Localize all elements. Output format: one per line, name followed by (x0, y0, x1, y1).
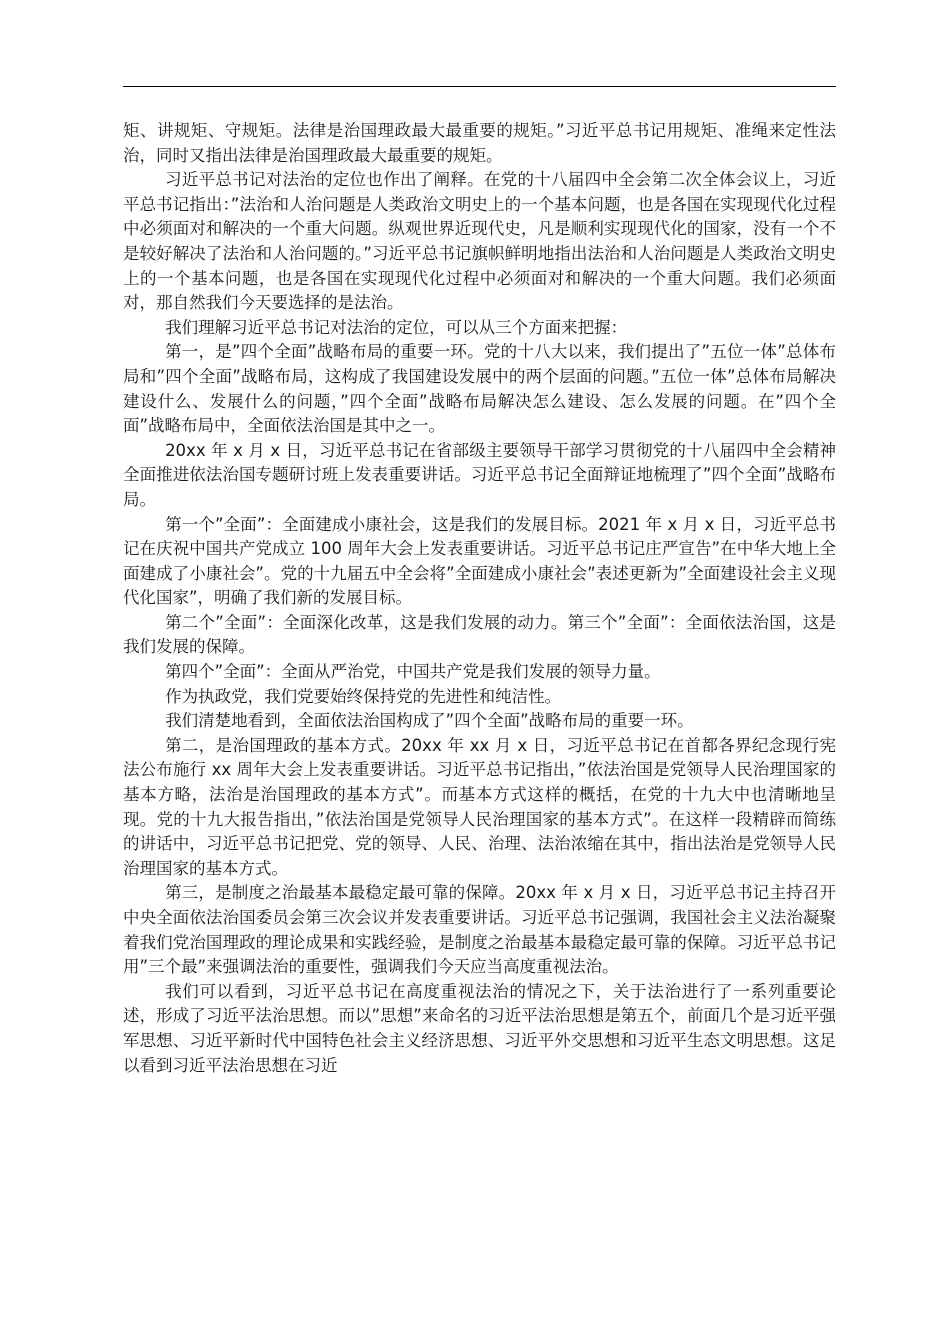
paragraph-1: 矩、讲规矩、守规矩。法律是治国理政最大最重要的规矩。”习近平总书记用规矩、准绳来定性法治，同时又指出法律是治国理政最大最重要的规矩。 (123, 121, 836, 165)
paragraph-7: 第二个”全面”：全面深化改革，这是我们发展的动力。第三个”全面”：全面依法治国，这是我们发展的保障。 (123, 612, 836, 657)
paragraph-12: 第三，是制度之治最基本最稳定最可靠的保障。20xx 年 x 月 x 日，习近平总书记主持召开中央全面依法治国委员会第三次会议并发表重要讲话。习近平总书记强调，我国社会主义法治凝聚着我们党治国理政的理论成果和实践经验，是制度之治最基本最稳定最可靠的保障。习近平总书记用”三个最”来强调法治的重要性，强调我们今天应当高度重视法治。 (123, 883, 836, 977)
paragraph-11: 第二，是治国理政的基本方式。20xx 年 xx 月 x 日，习近平总书记在首都各界纪念现行宪法公布施行 xx 周年大会上发表重要讲话。习近平总书记指出，”依法治国是党领导人民治理国家的基本方略，法治是治国理政的基本方式”。而基本方式这样的概括，在党的十九大中也清晰地呈现。党的十九大报告指出，”依法治国是党领导人民治理国家的基本方式”。在这样一段精辟而简练的讲话中，习近平总书记把党、党的领导、人民、治理、法治浓缩在其中，指出法治是党领导人民治理国家的基本方式。 (123, 735, 836, 878)
paragraph-8: 第四个”全面”：全面从严治党，中国共产党是我们发展的领导力量。 (165, 662, 661, 682)
paragraph-9: 作为执政党，我们党要始终保持党的先进性和纯洁性。 (165, 686, 562, 706)
paragraph-10: 我们清楚地看到，全面依法治国构成了”四个全面”战略布局的重要一环。 (165, 711, 694, 731)
document-body (123, 119, 836, 1078)
paragraph-2: 习近平总书记对法治的定位也作出了阐释。在党的十八届四中全会第二次全体会议上，习近平总书记指出：”法治和人治问题是人类政治文明史上的一个基本问题，也是各国在实现现代化过程中必须面对和解决的一个重大问题。纵观世界近现代史，凡是顺利实现现代化的国家，没有一个不是较好解决了法治和人治问题的。”习近平总书记旗帜鲜明地指出法治和人治问题是人类政治文明史上的一个基本问题，也是各国在实现现代化过程中必须面对和解决的一个重大问题。我们必须面对，那自然我们今天要选择的是法治。 (123, 170, 836, 313)
paragraph-5: 20xx 年 x 月 x 日，习近平总书记在省部级主要领导干部学习贯彻党的十八届四中全会精神全面推进依法治国专题研讨班上发表重要讲话。习近平总书记全面辩证地梳理了”四个全面”战略布局。 (123, 440, 836, 509)
paragraph-13: 我们可以看到，习近平总书记在高度重视法治的情况之下，关于法治进行了一系列重要论述，形成了习近平法治思想。而以”思想”来命名的习近平法治思想是第五个，前面几个是习近平强军思想、习近平新时代中国特色社会主义经济思想、习近平外交思想和习近平生态文明思想。这足以看到习近平法治思想在习近 (123, 981, 836, 1075)
header-rule (123, 86, 836, 87)
paragraph-6: 第一个”全面”：全面建成小康社会，这是我们的发展目标。2021 年 x 月 x 日，习近平总书记在庆祝中国共产党成立 100 周年大会上发表重要讲话。习近平总书记庄严宣告”在中华大地上全面建成了小康社会”。党的十九届五中全会将”全面建成小康社会”表述更新为”全面建设社会主义现代化国家”，明确了我们新的发展目标。 (123, 514, 836, 608)
paragraph-3: 我们理解习近平总书记对法治的定位，可以从三个方面来把握： (165, 317, 628, 337)
paragraph-4: 第一，是”四个全面”战略布局的重要一环。党的十八大以来，我们提出了”五位一体”总体布局和”四个全面”战略布局，这构成了我国建设发展中的两个层面的问题。”五位一体”总体布局解决建设什么、发展什么的问题，”四个全面”战略布局解决怎么建设、怎么发展的问题。在”四个全面”战略布局中，全面依法治国是其中之一。 (123, 342, 836, 436)
